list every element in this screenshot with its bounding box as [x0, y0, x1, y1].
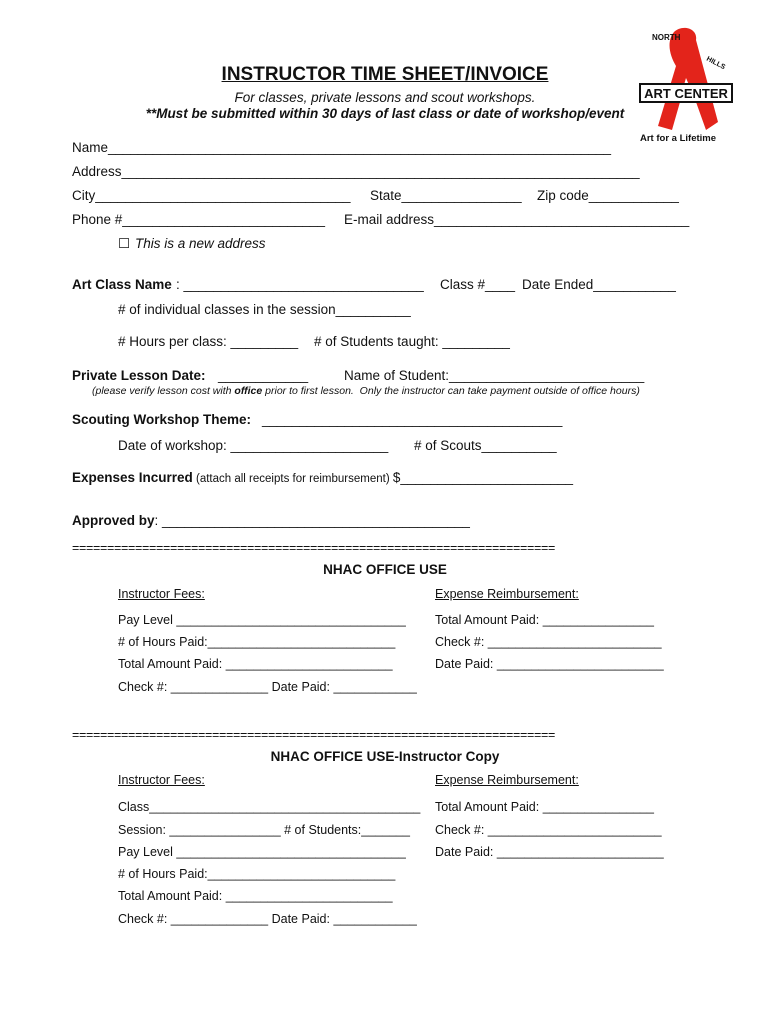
city-field[interactable]: City__________________________________ [72, 188, 351, 203]
expenses-label: Expenses Incurred [72, 470, 193, 485]
num-classes-field[interactable]: # of individual classes in the session__________ [118, 302, 411, 317]
copy-check-date-paid-field[interactable]: Check #: ______________ Date Paid: ____________ [118, 912, 417, 926]
expenses-note: (attach all receipts for reimbursement) [192, 473, 393, 485]
copy-session-students-field[interactable]: Session: ________________ # of Students:_______ [118, 823, 410, 837]
office-use-heading: NHAC OFFICE USE [323, 562, 447, 577]
art-class-name-field[interactable]: : ________________________________ [176, 277, 424, 292]
art-class-label: Art Class Name [72, 277, 172, 292]
expense-reimbursement-title: Expense Reimbursement: [435, 587, 579, 601]
reimb-total-amount-paid-field[interactable]: Total Amount Paid: ________________ [435, 613, 654, 627]
note-text-end: prior to first lesson. Only the instructor can take payment outside of office hours) [262, 385, 640, 397]
logo-tagline: Art for a Lifetime [640, 133, 717, 144]
scouting-theme-label: Scouting Workshop Theme: [72, 412, 255, 427]
expenses-row [72, 469, 573, 487]
hours-paid-field[interactable]: # of Hours Paid:___________________________ [118, 635, 396, 649]
approved-by-field[interactable]: : _________________________________________ [154, 513, 470, 528]
logo-text-north: NORTH [652, 33, 681, 42]
submission-deadline: **Must be submitted within 30 days of last class or date of workshop/event [145, 106, 625, 121]
pay-level-field[interactable]: Pay Level _________________________________ [118, 613, 406, 627]
approved-label: Approved by [72, 513, 155, 528]
copy-pay-level-field[interactable]: Pay Level _________________________________ [118, 845, 406, 859]
student-name-field[interactable]: Name of Student:__________________________ [344, 368, 645, 383]
copy-reimb-total-amount-paid-field[interactable]: Total Amount Paid: ________________ [435, 800, 654, 814]
total-amount-paid-field[interactable]: Total Amount Paid: ________________________ [118, 657, 393, 671]
expenses-amount-field[interactable]: _______________________ [400, 470, 574, 485]
scouting-theme-field[interactable]: ________________________________________ [262, 412, 563, 427]
name-field[interactable]: Name___________________________________________________________________ [72, 140, 612, 155]
dollar-sign: $ [392, 470, 401, 485]
workshop-date-field[interactable]: Date of workshop: _____________________ [118, 438, 389, 453]
instructor-fees-title: Instructor Fees: [118, 587, 205, 601]
approved-row [72, 512, 470, 530]
office-use-copy-heading: NHAC OFFICE USE-Instructor Copy [270, 749, 500, 764]
hours-per-class-field[interactable]: # Hours per class: _________ [118, 334, 299, 349]
class-number-field[interactable]: Class #____ [440, 277, 516, 292]
address-field[interactable]: Address_____________________________________________________________________ [72, 164, 640, 179]
copy-expense-reimbursement-title: Expense Reimbursement: [435, 773, 579, 787]
copy-total-amount-paid-field[interactable]: Total Amount Paid: ________________________ [118, 889, 393, 903]
students-taught-field[interactable]: # of Students taught: _________ [314, 334, 510, 349]
email-field[interactable]: E-mail address__________________________________ [344, 212, 690, 227]
north-hills-art-center-logo [636, 26, 746, 146]
reimb-check-field[interactable]: Check #: _________________________ [435, 635, 662, 649]
divider: ===================================================================== [72, 541, 555, 555]
private-lesson-label: Private Lesson Date: [72, 368, 210, 383]
reimb-date-paid-field[interactable]: Date Paid: ________________________ [435, 657, 664, 671]
page-subtitle: For classes, private lessons and scout workshops. [234, 90, 536, 105]
state-field[interactable]: State________________ [370, 188, 522, 203]
divider: ===================================================================== [72, 728, 555, 742]
logo-text-art-center: ART CENTER [644, 86, 728, 101]
num-scouts-field[interactable]: # of Scouts__________ [414, 438, 557, 453]
note-text-start: (please verify lesson cost with [92, 385, 235, 397]
private-lesson-note [92, 385, 640, 397]
note-text-office: office [234, 385, 263, 397]
copy-class-field[interactable]: Class_______________________________________ [118, 800, 421, 814]
copy-reimb-date-paid-field[interactable]: Date Paid: ________________________ [435, 845, 664, 859]
copy-reimb-check-field[interactable]: Check #: _________________________ [435, 823, 662, 837]
new-address-label: This is a new address [135, 236, 266, 251]
copy-hours-paid-field[interactable]: # of Hours Paid:___________________________ [118, 867, 396, 881]
copy-instructor-fees-title: Instructor Fees: [118, 773, 205, 787]
private-lesson-date-field[interactable]: ____________ [218, 368, 309, 383]
new-address-checkbox[interactable]: ☐ [118, 236, 131, 251]
date-ended-field[interactable]: Date Ended___________ [522, 277, 676, 292]
zip-field[interactable]: Zip code____________ [537, 188, 679, 203]
page-title: INSTRUCTOR TIME SHEET/INVOICE [221, 64, 549, 85]
phone-field[interactable]: Phone #___________________________ [72, 212, 326, 227]
check-date-paid-field[interactable]: Check #: ______________ Date Paid: ____________ [118, 680, 417, 694]
logo-text-hills: HILLS [705, 55, 727, 72]
